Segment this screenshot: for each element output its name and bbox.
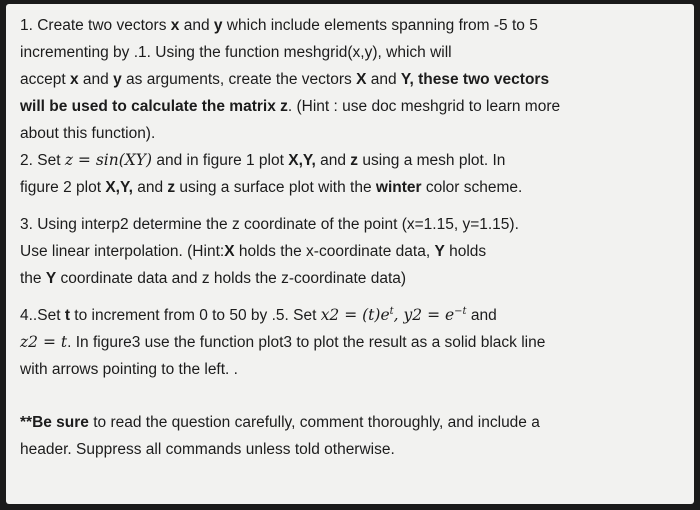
text: 1. Create two vectors xyxy=(20,17,171,34)
var-XY: X,Y, xyxy=(105,179,133,196)
text: using a surface plot with the xyxy=(175,179,376,196)
item-1-line-4 xyxy=(20,93,688,120)
item-3-line-2 xyxy=(20,238,688,265)
text: 3. Using interp2 determine the z coordinate of the point (x=1.15, y=1.15). xyxy=(20,216,519,233)
text: header. Suppress all commands unless told otherwise. xyxy=(20,441,395,458)
var-X: X xyxy=(356,71,367,88)
var-z: z xyxy=(167,179,176,196)
text: which include elements spanning from -5 to 5 xyxy=(222,17,538,34)
var-X: X xyxy=(224,243,235,260)
bold-text: winter xyxy=(375,179,422,196)
item-3-line-3 xyxy=(20,265,688,292)
var-x: x xyxy=(170,17,180,34)
item-3-line-1 xyxy=(20,211,688,238)
item-2-line-2 xyxy=(20,174,688,201)
text: . In figure3 use the function plot3 to plot the result as a solid black line xyxy=(67,334,546,351)
text: holds xyxy=(444,243,487,260)
var-Y: Y xyxy=(434,243,445,260)
text: and xyxy=(78,71,114,88)
var-Y: Y xyxy=(45,270,57,287)
var-XY: X,Y, xyxy=(288,152,316,169)
math-expression: x2 = (t)e xyxy=(320,306,390,324)
text: figure 2 plot xyxy=(20,179,106,196)
math-expression: , y2 = e xyxy=(393,306,455,324)
var-z: z xyxy=(350,152,359,169)
text: and xyxy=(132,179,168,196)
text: . (Hint : use doc meshgrid to learn more xyxy=(287,98,561,115)
math-expression: z = sin(XY) xyxy=(64,151,153,169)
item-4-line-1 xyxy=(20,302,688,329)
text: about this function). xyxy=(20,125,156,142)
item-2-line-1 xyxy=(20,147,688,174)
text: the xyxy=(20,270,46,287)
assignment-sheet xyxy=(6,4,694,504)
text: color scheme. xyxy=(421,179,523,196)
text: to increment from 0 to 50 by .5. Set xyxy=(69,307,321,324)
item-4-line-2 xyxy=(20,329,688,356)
text: to read the question carefully, comment thoroughly, and include a xyxy=(88,414,540,431)
text: using a mesh plot. In xyxy=(358,152,506,169)
text: as arguments, create the vectors xyxy=(121,71,357,88)
bold-text: will be used to calculate the matrix z xyxy=(20,98,288,115)
text: and xyxy=(315,152,351,169)
text: coordinate data and z holds the z-coordinate data) xyxy=(56,270,407,287)
note-line-1 xyxy=(20,409,688,436)
note-line-2 xyxy=(20,436,688,463)
text: holds the x-coordinate data, xyxy=(234,243,435,260)
bold-text: **Be sure xyxy=(20,414,89,431)
text: with arrows pointing to the left. . xyxy=(20,361,238,378)
text: and xyxy=(366,71,401,88)
var-y: y xyxy=(113,71,122,88)
text: incrementing by .1. Using the function meshgrid(x,y), which will xyxy=(20,44,452,61)
math-expression: z2 = t xyxy=(20,333,68,351)
math-superscript: −t xyxy=(454,305,467,317)
text: and xyxy=(179,17,214,34)
text: accept xyxy=(20,71,70,88)
item-1-line-3 xyxy=(20,66,688,93)
item-4-line-3 xyxy=(20,356,688,383)
var-t: t xyxy=(64,307,70,324)
item-1-line-5 xyxy=(20,120,688,147)
var-x: x xyxy=(69,71,79,88)
assignment-text xyxy=(20,12,688,463)
item-1-line-1 xyxy=(20,12,688,39)
text: and in figure 1 plot xyxy=(152,152,289,169)
text: Use linear interpolation. (Hint: xyxy=(20,243,225,260)
math-superscript: t xyxy=(389,305,394,317)
text: 2. Set xyxy=(20,152,65,169)
bold-text: , these two vectors xyxy=(409,71,550,88)
var-Y: Y xyxy=(400,71,410,88)
item-1-line-2 xyxy=(20,39,688,66)
text: 4..Set xyxy=(20,307,65,324)
var-y: y xyxy=(213,17,223,34)
text: and xyxy=(466,307,497,324)
